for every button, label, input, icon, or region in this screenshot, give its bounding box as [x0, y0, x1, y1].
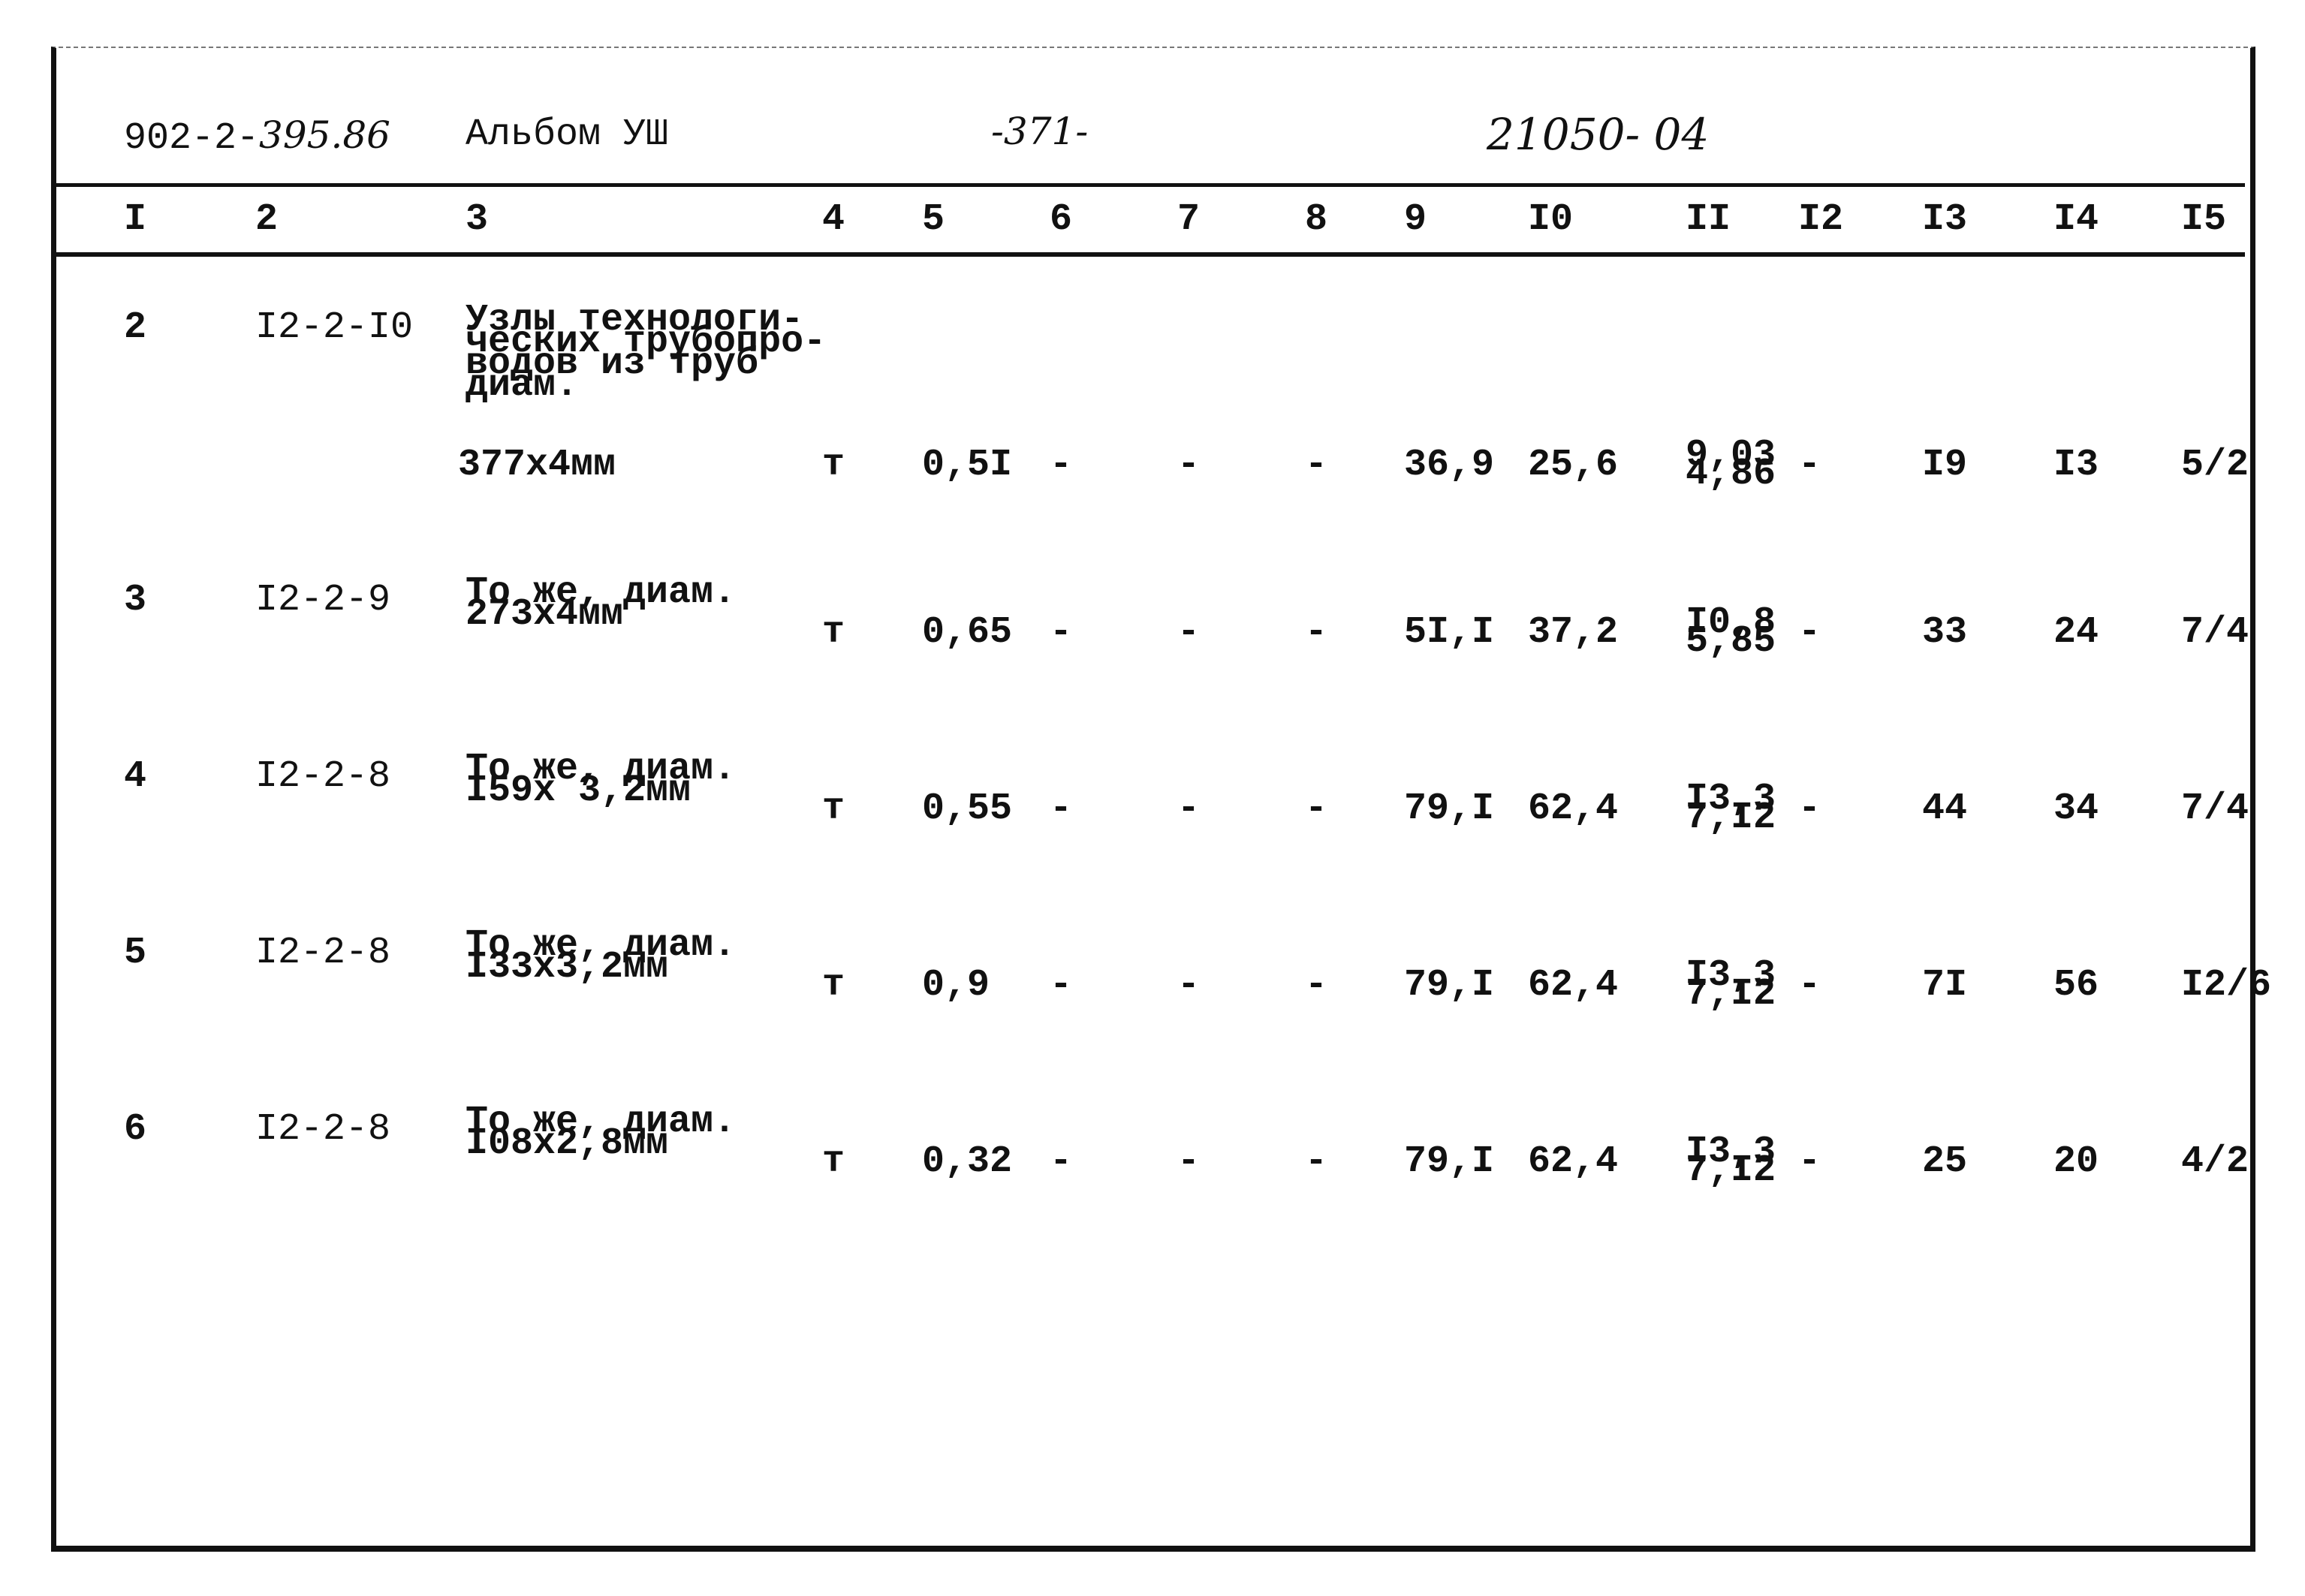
column-number: 3 — [466, 198, 489, 241]
cell-col13: 7I — [1922, 964, 1968, 1007]
cell-col7: - — [1177, 611, 1201, 654]
cell-col12: - — [1798, 787, 1821, 830]
column-number: II — [1686, 198, 1731, 241]
cell-col6: - — [1050, 1140, 1073, 1183]
row-number: 3 — [124, 579, 147, 622]
cell-col14: 34 — [2053, 787, 2099, 830]
doc-code — [124, 113, 390, 160]
column-number: 9 — [1404, 198, 1427, 241]
cell-col7: - — [1177, 787, 1201, 830]
doc-code-printed: 902-2- — [124, 117, 260, 160]
cell-col12: - — [1798, 1140, 1821, 1183]
cell-col8: - — [1305, 964, 1328, 1007]
unit: т — [822, 1140, 845, 1183]
cell-col11: I3,3 7,I2 — [1686, 954, 1776, 1016]
cell-col15: I2/6 — [2181, 964, 2272, 1007]
cell-col7: - — [1177, 1140, 1201, 1183]
cell-col10: 62,4 — [1528, 787, 1619, 830]
item-code: I2-2-8 — [255, 932, 391, 974]
cell-col10: 37,2 — [1528, 611, 1619, 654]
cell-col9: 79,I — [1404, 964, 1495, 1007]
item-code: I2-2-9 — [255, 579, 391, 622]
cell-col8: - — [1305, 444, 1328, 486]
cell-col12: - — [1798, 964, 1821, 1007]
column-number: 6 — [1050, 198, 1073, 241]
cell-col13: 33 — [1922, 611, 1968, 654]
column-number: 5 — [922, 198, 945, 241]
cell-col9: 79,I — [1404, 1140, 1495, 1183]
item-description: То же, диам. I08х2,8мм — [466, 1101, 737, 1165]
cell-col13: I9 — [1922, 444, 1968, 486]
row-number: 2 — [124, 306, 147, 349]
item-description: То же, диам. I59х 3,2мм — [466, 748, 737, 812]
item-code: I2-2-I0 — [255, 306, 414, 349]
cell-col6: - — [1050, 444, 1073, 486]
page-number: -371- — [991, 110, 1089, 153]
cell-col6: - — [1050, 787, 1073, 830]
cell-col11: I3,3 7,I2 — [1686, 1131, 1776, 1192]
cell-col5: 0,9 — [922, 964, 990, 1007]
cell-col14: 20 — [2053, 1140, 2099, 1183]
item-code: I2-2-8 — [255, 755, 391, 798]
unit: т — [822, 964, 845, 1007]
cell-col15: 5/2 — [2181, 444, 2249, 486]
column-number: I5 — [2181, 198, 2227, 241]
cell-col7: - — [1177, 964, 1201, 1007]
column-number: I2 — [1798, 198, 1844, 241]
cell-col5: 0,55 — [922, 787, 1013, 830]
unit: т — [822, 444, 845, 486]
cell-col11: I0,8 5,85 — [1686, 601, 1776, 663]
cell-col6: - — [1050, 964, 1073, 1007]
cell-col14: 24 — [2053, 611, 2099, 654]
cell-col8: - — [1305, 611, 1328, 654]
item-description: Узлы технологи- ческих трубопро- водов из труб диам. — [466, 299, 827, 407]
cell-col11: 9,03 4,86 — [1686, 434, 1776, 495]
row-number: 6 — [124, 1108, 147, 1151]
cell-col14: 56 — [2053, 964, 2099, 1007]
item-description-size: 377х4мм — [458, 444, 616, 486]
item-code: I2-2-8 — [255, 1108, 391, 1151]
cell-col7: - — [1177, 444, 1201, 486]
unit: т — [822, 787, 845, 830]
cell-col9: 36,9 — [1404, 444, 1495, 486]
column-number: I4 — [2053, 198, 2099, 241]
cell-col9: 5I,I — [1404, 611, 1495, 654]
cell-col6: - — [1050, 611, 1073, 654]
column-number: I0 — [1528, 198, 1574, 241]
column-number: 2 — [255, 198, 279, 241]
cell-col5: 0,5I — [922, 444, 1013, 486]
row-number: 4 — [124, 755, 147, 798]
column-number: I3 — [1922, 198, 1968, 241]
column-header-rule — [56, 252, 2245, 257]
cell-col12: - — [1798, 444, 1821, 486]
header-rule — [56, 183, 2245, 187]
cell-col9: 79,I — [1404, 787, 1495, 830]
document-code: 21050- 04 — [1487, 109, 1710, 160]
cell-col5: 0,65 — [922, 611, 1013, 654]
column-number: 4 — [822, 198, 845, 241]
column-number: 8 — [1305, 198, 1328, 241]
cell-col13: 44 — [1922, 787, 1968, 830]
unit: т — [822, 611, 845, 654]
cell-col5: 0,32 — [922, 1140, 1013, 1183]
column-number: I — [124, 198, 147, 241]
cell-col11: I3,3 7,I2 — [1686, 778, 1776, 839]
cell-col12: - — [1798, 611, 1821, 654]
cell-col10: 62,4 — [1528, 1140, 1619, 1183]
cell-col10: 25,6 — [1528, 444, 1619, 486]
cell-col13: 25 — [1922, 1140, 1968, 1183]
cell-col10: 62,4 — [1528, 964, 1619, 1007]
cell-col14: I3 — [2053, 444, 2099, 486]
cell-col15: 7/4 — [2181, 611, 2249, 654]
item-description: То же, диам. 273х4мм — [466, 571, 737, 636]
cell-col15: 7/4 — [2181, 787, 2249, 830]
column-number: 7 — [1177, 198, 1201, 241]
album-label: Альбом УШ — [466, 113, 669, 156]
cell-col15: 4/2 — [2181, 1140, 2249, 1183]
cell-col8: - — [1305, 787, 1328, 830]
row-number: 5 — [124, 932, 147, 974]
cell-col8: - — [1305, 1140, 1328, 1183]
doc-code-handwritten: 395.86 — [259, 113, 390, 157]
item-description: То же, диам. I33х3,2мм — [466, 924, 737, 989]
